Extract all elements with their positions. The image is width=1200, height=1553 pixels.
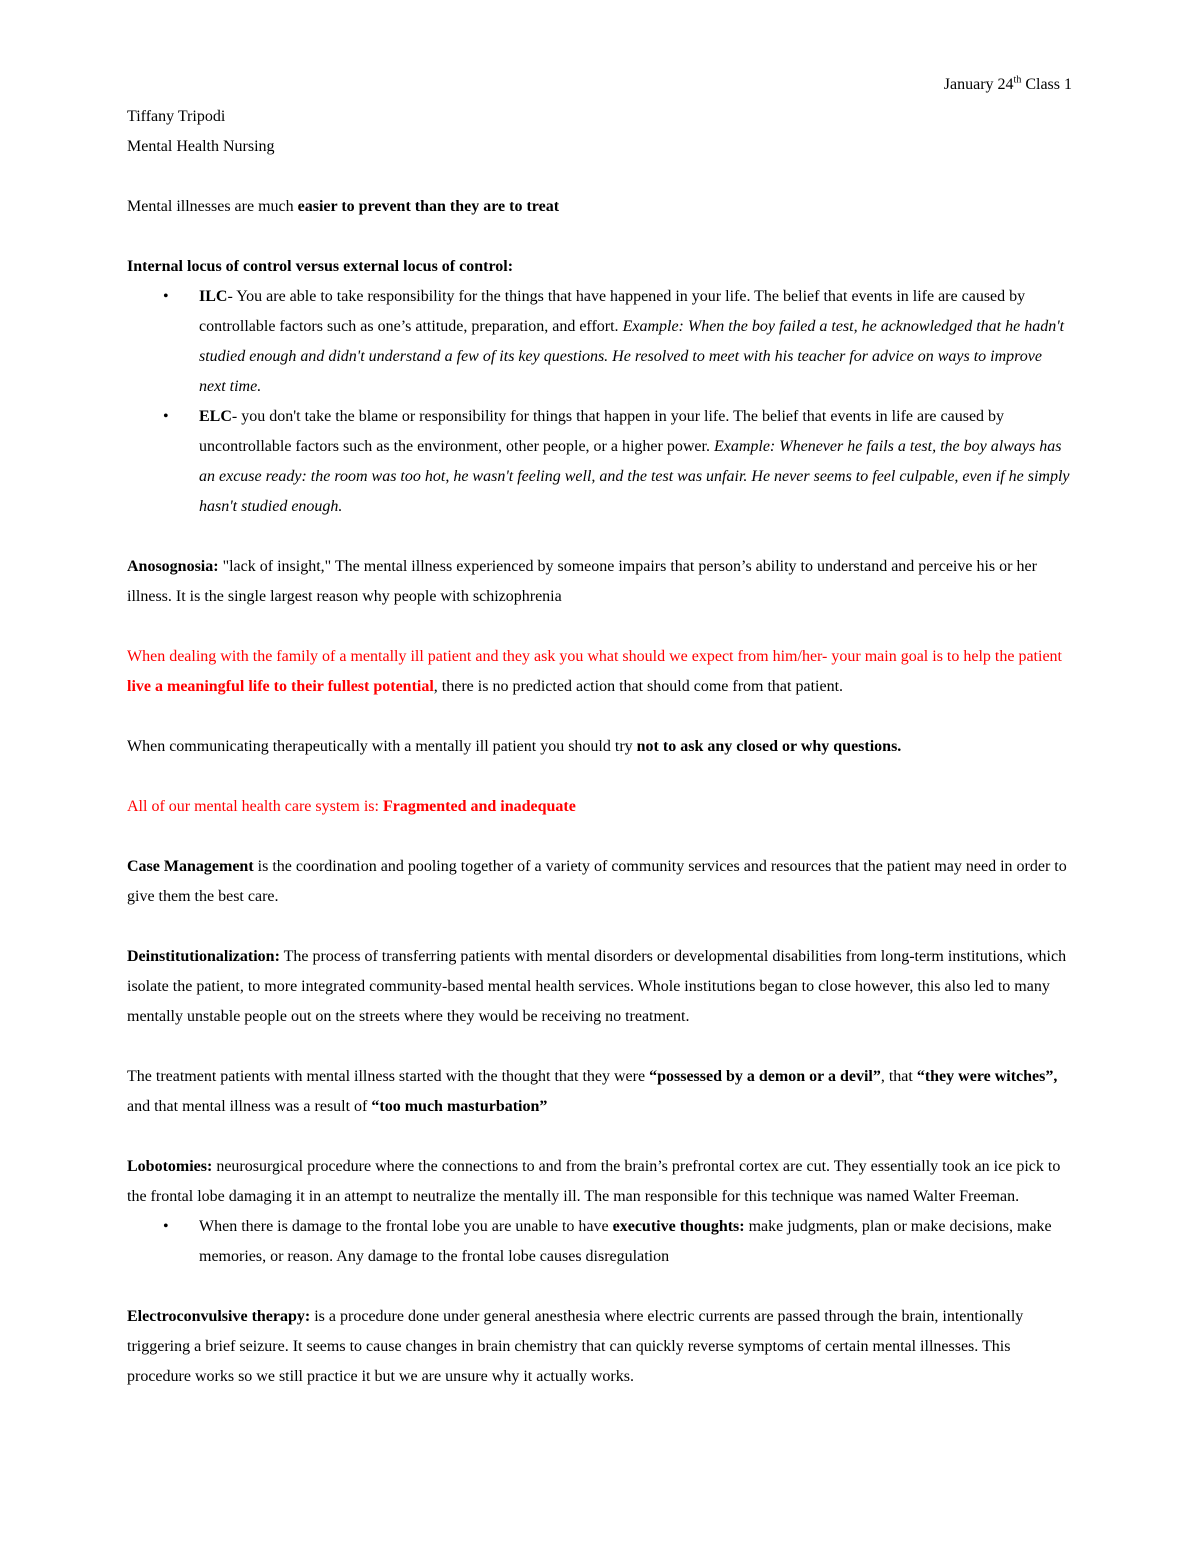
locus-heading: Internal locus of control versus external locus of control: bbox=[127, 258, 514, 275]
lobotomies-list bbox=[127, 1212, 1072, 1272]
list-item-elc: • ELC- you don't take the blame or responsibility for things that happen in your life. The belief that events in life are caused by uncontrollable factors such as the environment, other people, or a higher power. Example: Whenever he fails a test, the boy always has an excuse ready: the room was too hot, he wasn't feeling well, and the test was unfair. He never seems to feel culpable, even if he simply hasn't studied enough. bbox=[199, 402, 1072, 522]
page-header bbox=[944, 70, 1072, 100]
anosognosia-paragraph: Anosognosia: "lack of insight," The mental illness experienced by someone impairs that person’s ability to understand and perceive his or her illness. It is the single largest reason why people with schizophrenia bbox=[127, 558, 1037, 605]
case-management-paragraph: Case Management is the coordination and pooling together of a variety of community services and resources that the patient may need in order to give them the best care. bbox=[127, 858, 1067, 905]
system-paragraph: All of our mental health care system is: Fragmented and inadequate bbox=[127, 798, 576, 815]
course-name: Mental Health Nursing bbox=[127, 138, 275, 155]
header-date-suffix: th bbox=[1013, 74, 1022, 86]
lobotomies-paragraph: Lobotomies: neurosurgical procedure where the connections to and from the brain’s prefrontal cortex are cut. They essentially took an ice pick to the frontal lobe damaging it in an attempt to neutralize the mentally ill. The man responsible for this technique was named Walter Freeman. bbox=[127, 1158, 1061, 1205]
bullet-icon: • bbox=[163, 288, 169, 305]
treatment-paragraph: The treatment patients with mental illness started with the thought that they were “possessed by a demon or a devil”, that “they were witches”, and that mental illness was a result of “too much masturbation” bbox=[127, 1068, 1058, 1115]
header-class: Class 1 bbox=[1021, 76, 1072, 93]
communicating-paragraph: When communicating therapeutically with a mentally ill patient you should try not to ask any closed or why questions. bbox=[127, 738, 902, 755]
bullet-icon: • bbox=[163, 1218, 169, 1235]
deinstitutionalization-paragraph: Deinstitutionalization: The process of transferring patients with mental disorders or developmental disabilities from long-term institutions, which isolate the patient, to more integrated community-based mental health services. Whole institutions began to close however, this also led to many mentally unstable people out on the streets where they would be receiving no treatment. bbox=[127, 948, 1067, 1025]
family-paragraph: When dealing with the family of a mentally ill patient and they ask you what should we expect from him/her- your main goal is to help the patient live a meaningful life to their fullest potential, there is no predicted action that should come from that patient. bbox=[127, 648, 1062, 695]
list-item-frontal-lobe: • When there is damage to the frontal lobe you are unable to have executive thoughts: make judgments, plan or make decisions, make memories, or reason. Any damage to the frontal lobe causes disregulation bbox=[199, 1212, 1072, 1272]
prevention-statement: Mental illnesses are much easier to prevent than they are to treat bbox=[127, 198, 560, 215]
list-item-ilc: • ILC- You are able to take responsibility for the things that have happened in your life. The belief that events in life are caused by controllable factors such as one’s attitude, preparation, and effort. Example: When the boy failed a test, he acknowledged that he hadn't studied enough and didn't understand a few of its key questions. He resolved to meet with his teacher for advice on ways to improve next time. bbox=[199, 282, 1072, 402]
bullet-icon: • bbox=[163, 408, 169, 425]
locus-list bbox=[127, 282, 1072, 522]
author-name: Tiffany Tripodi bbox=[127, 108, 226, 125]
document-body bbox=[127, 102, 1072, 1392]
header-date: January 24 bbox=[943, 76, 1014, 93]
ect-paragraph: Electroconvulsive therapy: is a procedure done under general anesthesia where electric currents are passed through the brain, intentionally triggering a brief seizure. It seems to cause changes in brain chemistry that can quickly reverse symptoms of certain mental illnesses. This procedure works so we still practice it but we are unsure why it actually works. bbox=[127, 1308, 1024, 1385]
